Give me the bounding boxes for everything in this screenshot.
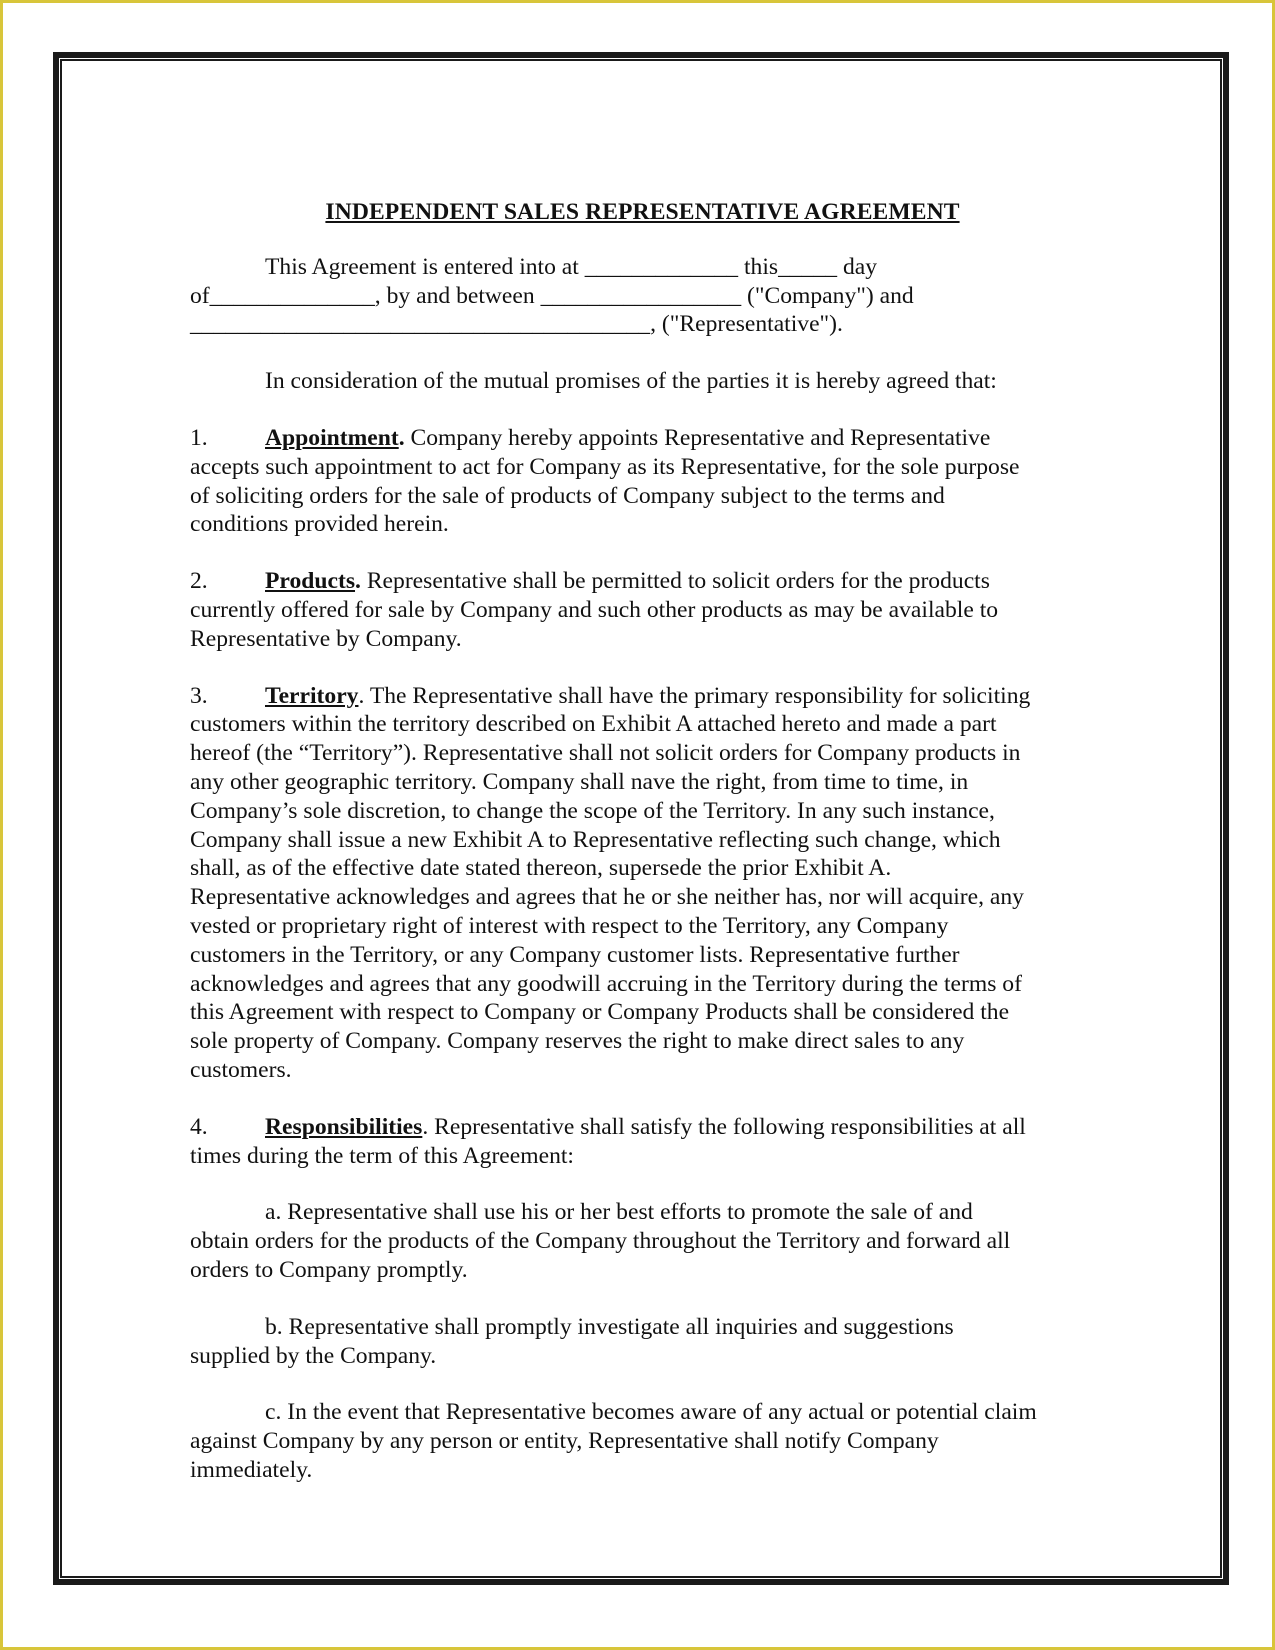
section-text-line: acknowledges and agrees that any goodwill accruing in the Territory during the terms of: [190, 970, 1022, 997]
consideration-paragraph: [190, 367, 1095, 396]
section-text-line: currently offered for sale by Company and such other products as may be available to: [190, 596, 999, 623]
section-text-line: customers in the Territory, or any Company customer lists. Representative further: [190, 941, 960, 968]
section-first-line: [190, 682, 1095, 711]
section-4: [190, 1113, 1095, 1171]
section-text-line: this Agreement with respect to Company or Company Products shall be considered the: [190, 999, 1010, 1026]
subsection-first-line: [190, 1313, 1095, 1342]
section-text: . Representative shall satisfy the following responsibilities at all: [422, 1113, 1026, 1140]
section-text-line: shall, as of the effective date stated thereon, supersede the prior Exhibit A.: [190, 855, 892, 882]
section-text-line: vested or proprietary right of interest with respect to the Territory, any Company: [190, 912, 949, 939]
section-number: 1.: [190, 424, 208, 451]
subsection-text: c. In the event that Representative becomes aware of any actual or potential claim: [265, 1399, 1037, 1426]
section-heading-suffix: .: [398, 424, 405, 451]
intro-line: This Agreement is entered into at _____________ this_____ day: [265, 253, 878, 280]
subsection-a: [190, 1198, 1095, 1284]
intro-line: _______________________________________, ("Representative").: [190, 311, 843, 338]
section-3: [190, 682, 1095, 1085]
document-body: [190, 198, 1095, 1513]
section-text-line: Representative by Company.: [190, 625, 462, 652]
section-text-line: times during the term of this Agreement:: [190, 1142, 574, 1169]
section-number: 3.: [190, 682, 208, 709]
subsection-first-line: [190, 1198, 1095, 1227]
intro-paragraph: [190, 253, 1095, 339]
intro-line: of______________, by and between _________________ ("Company") and: [190, 282, 914, 309]
subsection-first-line: [190, 1398, 1095, 1427]
subsection-text-line: immediately.: [190, 1456, 313, 1483]
subsection-text-line: orders to Company promptly.: [190, 1256, 468, 1283]
consideration-text: In consideration of the mutual promises of the parties it is hereby agreed that:: [265, 368, 997, 395]
section-text-line: hereof (the “Territory”). Representative shall not solicit orders for Company products in: [190, 740, 1021, 767]
subsection-b: [190, 1313, 1095, 1371]
section-text-line: customers within the territory described on Exhibit A attached hereto and made a part: [190, 711, 997, 738]
subsection-text: b. Representative shall promptly investigate all inquiries and suggestions: [265, 1313, 954, 1340]
subsections-list: [190, 1198, 1095, 1484]
sections-list: [190, 424, 1095, 1170]
section-first-line: [190, 567, 1095, 596]
section-text-line: sole property of Company. Company reserves the right to make direct sales to any: [190, 1028, 965, 1055]
section-text-line: of soliciting orders for the sale of products of Company subject to the terms and: [190, 482, 945, 509]
section-text: Representative shall be permitted to solicit orders for the products: [360, 568, 990, 595]
section-number: 4.: [190, 1113, 208, 1140]
section-heading: Territory: [265, 682, 359, 709]
section-text-line: Company shall issue a new Exhibit A to Representative reflecting such change, which: [190, 826, 1001, 853]
section-first-line: [190, 424, 1095, 453]
section-heading-suffix: .: [355, 568, 361, 595]
section-text-line: Company’s sole discretion, to change the scope of the Territory. In any such instance,: [190, 797, 995, 824]
subsection-text-line: obtain orders for the products of the Company throughout the Territory and forward all: [190, 1228, 1011, 1255]
section-number: 2.: [190, 568, 208, 595]
subsection-text: a. Representative shall use his or her best efforts to promote the sale of and: [265, 1199, 973, 1226]
section-heading: Appointment: [265, 424, 399, 451]
section-text-line: accepts such appointment to act for Company as its Representative, for the sole purpose: [190, 453, 1020, 480]
section-text-line: any other geographic territory. Company shall nave the right, from time to time, in: [190, 768, 969, 795]
section-text-line: Representative acknowledges and agrees that he or she neither has, nor will acquire, any: [190, 884, 1024, 911]
subsection-text-line: supplied by the Company.: [190, 1342, 437, 1369]
section-text: Company hereby appoints Representative and Representative: [404, 424, 991, 451]
subsection-c: [190, 1398, 1095, 1484]
section-1: [190, 424, 1095, 539]
section-2: [190, 567, 1095, 653]
section-text-line: customers.: [190, 1056, 292, 1083]
section-heading: Responsibilities: [265, 1113, 423, 1140]
section-first-line: [190, 1113, 1095, 1142]
section-heading: Products: [265, 568, 356, 595]
subsection-text-line: against Company by any person or entity, Representative shall notify Company: [190, 1428, 939, 1455]
section-text-line: conditions provided herein.: [190, 511, 449, 538]
section-text: . The Representative shall have the primary responsibility for soliciting: [358, 682, 1031, 709]
document-title: INDEPENDENT SALES REPRESENTATIVE AGREEMENT: [325, 199, 960, 225]
